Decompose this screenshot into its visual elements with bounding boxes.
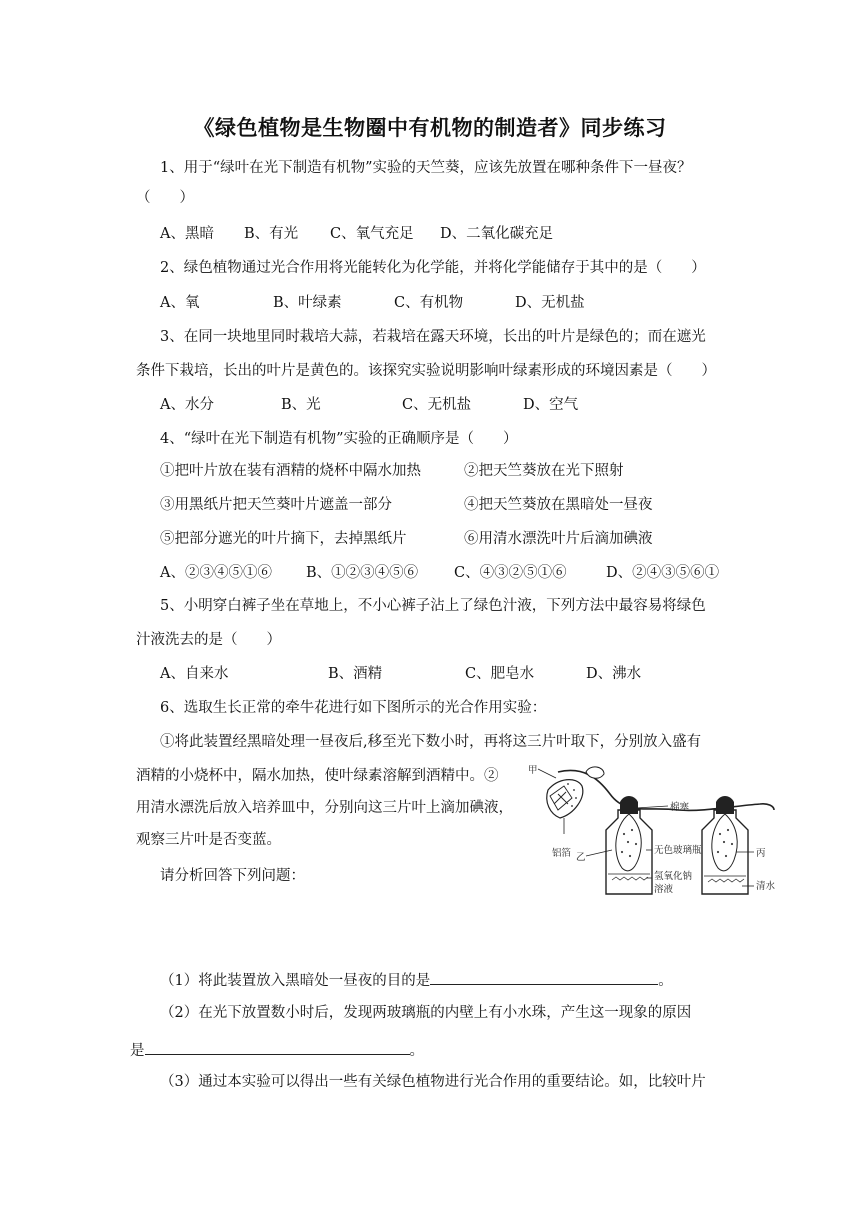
- q4-options: [160, 563, 719, 583]
- q6-stem: 6、选取生长正常的牵牛花进行如下图所示的光合作用实验：: [160, 700, 547, 716]
- label-naoh-2: 溶液: [654, 884, 674, 895]
- q4-option-a: A、②③④⑤①⑥: [160, 565, 272, 581]
- cotton-plug-left: [620, 796, 638, 814]
- q2-option-c: C、有机物: [394, 295, 464, 311]
- q1-stem: 1、用于“绿叶在光下制造有机物”实验的天竺葵，应该先放置在哪种条件下一昼夜？: [160, 160, 692, 176]
- q1-option-a: A、黑暗: [160, 226, 214, 242]
- q5-option-a: A、自来水: [160, 666, 229, 682]
- page-title: 《绿色植物是生物圈中有机物的制造者》同步练习: [193, 115, 667, 140]
- q6-sub2-end: 。: [409, 1043, 424, 1059]
- experiment-figure: [528, 764, 778, 904]
- leaf-jia: [547, 780, 583, 818]
- q5-stem-line2: 汁液洗去的是（ ）: [136, 632, 281, 648]
- q6-desc-line4: 观察三片叶是否变蓝。: [136, 832, 281, 848]
- label-yi: 乙: [576, 852, 586, 863]
- q6-sub1-blank[interactable]: [430, 968, 658, 985]
- q1-options: [160, 224, 553, 244]
- q3-option-c: C、无机盐: [402, 397, 472, 413]
- q3-option-b: B、光: [281, 397, 321, 413]
- q4-option-c: C、④③②⑤①⑥: [454, 565, 567, 581]
- label-bottle: 无色玻璃瓶: [654, 845, 702, 856]
- q3-option-d: D、空气: [523, 397, 579, 413]
- q3-stem-line1: 3、在同一块地里同时栽培大蒜，若栽培在露天环境，长出的叶片是绿色的；而在遮光: [160, 329, 706, 345]
- q6-desc-line3: 用清水漂洗后放入培养皿中，分别向这三片叶上滴加碘液，: [136, 800, 513, 816]
- q6-sub1-end: 。: [658, 973, 673, 989]
- q2-option-d: D、无机盐: [515, 295, 585, 311]
- q4-step-5: ⑤把部分遮光的叶片摘下，去掉黑纸片: [160, 531, 407, 547]
- q3-option-a: A、水分: [160, 397, 214, 413]
- label-water: 清水: [756, 881, 776, 892]
- q4-step-3: ③用黑纸片把天竺葵叶片遮盖一部分: [160, 497, 392, 513]
- q6-sub2-blank[interactable]: [145, 1038, 410, 1055]
- q5-option-b: B、酒精: [328, 666, 383, 682]
- q4-stem: 4、“绿叶在光下制造有机物”实验的正确顺序是（ ）: [160, 431, 518, 447]
- q6-desc-line2: 酒精的小烧杯中，隔水加热，使叶绿素溶解到酒精中。②: [136, 768, 499, 784]
- label-foil: 铝箔: [552, 848, 572, 859]
- q5-stem-line1: 5、小明穿白裤子坐在草地上，不小心裤子沾上了绿色汁液，下列方法中最容易将绿色: [160, 598, 706, 614]
- q6-sub1: [160, 968, 673, 991]
- q2-option-a: A、氧: [160, 295, 200, 311]
- q6-sub2-text: 是: [130, 1043, 145, 1059]
- q2-option-b: B、叶绿素: [273, 295, 342, 311]
- q3-stem-line2: 条件下栽培，长出的叶片是黄色的。该探究实验说明影响叶绿素形成的环境因素是（ ）: [136, 363, 716, 379]
- q2-stem: 2、绿色植物通过光合作用将光能转化为化学能，并将化学能储存于其中的是（ ）: [160, 260, 706, 276]
- q1-stem-bracket: （ ）: [136, 190, 194, 206]
- q4-step-4: ④把天竺葵放在黑暗处一昼夜: [464, 497, 653, 513]
- q2-options: [160, 293, 585, 313]
- q1-option-c: C、氧气充足: [330, 226, 414, 242]
- label-cotton: 棉塞: [670, 802, 690, 813]
- q6-sub2-line1: （2）在光下放置数小时后，发现两玻璃瓶的内壁上有小水珠，产生这一现象的原因: [160, 1005, 692, 1021]
- q6-desc-line1: ①将此装置经黑暗处理一昼夜后,移至光下数小时，再将这三片叶取下，分别放入盛有: [160, 734, 702, 750]
- label-bing: 丙: [756, 848, 766, 859]
- q6-sub2-line2: [130, 1038, 424, 1061]
- q5-option-d: D、沸水: [586, 666, 642, 682]
- q1-option-b: B、有光: [244, 226, 299, 242]
- q4-step-1: ①把叶片放在装有酒精的烧杯中隔水加热: [160, 463, 421, 479]
- q1-option-d: D、二氧化碳充足: [440, 226, 554, 242]
- q4-option-b: B、①②③④⑤⑥: [306, 565, 419, 581]
- q6-prompt: 请分析回答下列问题：: [160, 868, 305, 884]
- label-naoh-1: 氢氧化钠: [654, 871, 693, 882]
- cotton-plug-right: [716, 796, 734, 814]
- q4-option-d: D、②④③⑤⑥①: [606, 565, 720, 581]
- q6-sub1-text: （1）将此装置放入黑暗处一昼夜的目的是: [160, 973, 431, 989]
- q5-option-c: C、肥皂水: [465, 666, 535, 682]
- q6-sub3: （3）通过本实验可以得出一些有关绿色植物进行光合作用的重要结论。如，比较叶片: [160, 1074, 706, 1090]
- label-jia: 甲: [528, 765, 538, 776]
- q5-options: [160, 664, 641, 684]
- q3-options: [160, 395, 578, 415]
- q4-step-6: ⑥用清水漂洗叶片后滴加碘液: [464, 531, 653, 547]
- q4-step-2: ②把天竺葵放在光下照射: [464, 463, 624, 479]
